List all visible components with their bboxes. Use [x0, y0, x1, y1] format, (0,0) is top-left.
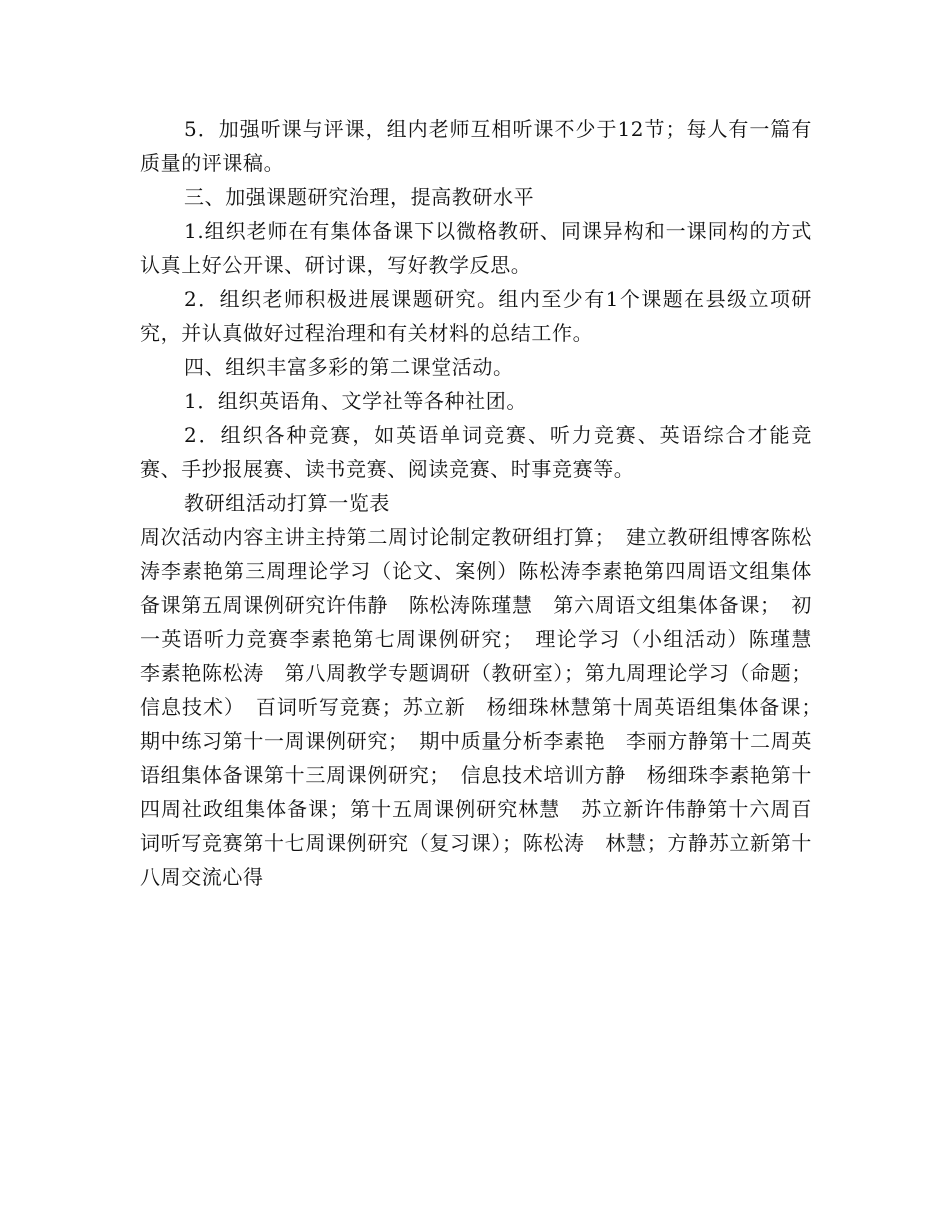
section-heading-research: 三、加强课题研究治理，提高教研水平: [184, 185, 535, 209]
document-body: [140, 112, 833, 894]
paragraph-lesson-observation: 5．加强听课与评课，组内老师互相听课不少于12节；每人有一篇有质量的评课稿。: [140, 117, 812, 175]
paragraph-research-topic: 2．组织老师积极进展课题研究。组内至少有1个课题在县级立项研究，并认真做好过程治理和有关材料的总结工作。: [140, 287, 812, 345]
paragraph-clubs: 1．组织英语角、文学社等各种社团。: [184, 389, 527, 413]
schedule-title: 教研组活动打算一览表: [184, 491, 390, 515]
schedule-table-text: 周次活动内容主讲主持第二周讨论制定教研组打算； 建立教研组博客陈松涛李素艳第三周理论学习（论文、案例）陈松涛李素艳第四周语文组集体备课第五周课例研究许伟静 陈松涛陈瑾慧 第六周语文组集体备课； 初一英语听力竞赛李素艳第七周课例研究； 理论学习（小组活动）陈瑾慧 李素艳陈松涛 第八周教学专题调研（教研室）；第九周理论学习（命题；信息技术） 百词听写竞赛；苏立新 杨细珠林慧第十周英语组集体备课； 期中练习第十一周课例研究； 期中质量分析李素艳 李丽方静第十二周英语组集体备课第十三周课例研究； 信息技术培训方静 杨细珠李素艳第十四周社政组集体备课；第十五周课例研究林慧 苏立新许伟静第十六周百词听写竞赛第十七周课例研究（复习课）；陈松涛 林慧；方静苏立新第十八周交流心得: [140, 525, 833, 889]
paragraph-open-class: 1.组织老师在有集体备课下以微格教研、同课异构和一课同构的方式认真上好公开课、研讨课，写好教学反思。: [140, 219, 812, 277]
paragraph-competitions: 2．组织各种竞赛，如英语单词竞赛、听力竞赛、英语综合才能竞赛、手抄报展赛、读书竞赛、阅读竞赛、时事竞赛等。: [140, 423, 812, 481]
section-heading-activities: 四、组织丰富多彩的第二课堂活动。: [184, 355, 514, 379]
